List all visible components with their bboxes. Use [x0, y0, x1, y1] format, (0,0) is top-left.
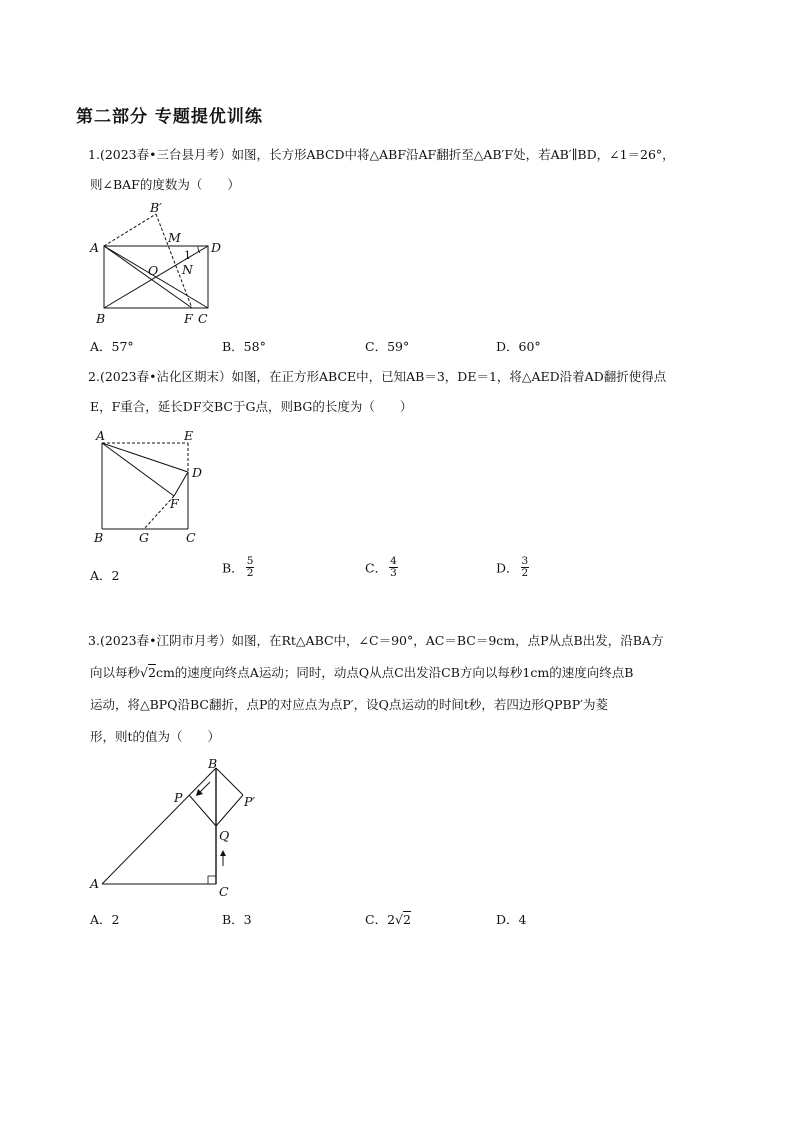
- q3-line-p-prime-q: [216, 795, 243, 826]
- q1-dash-ab-prime: [104, 214, 156, 246]
- q2-option-c-den: 3: [390, 567, 397, 579]
- q3-label-c: C: [219, 884, 229, 899]
- q2-option-b: [222, 556, 254, 579]
- q1-label-b: B: [96, 311, 106, 326]
- q3-arrow-q-head: [220, 850, 226, 856]
- q2-option-a: A．2: [90, 568, 120, 583]
- q3-label-b: B: [208, 756, 218, 771]
- q1-label-b-prime: B′: [150, 200, 163, 215]
- q3-text-line3: 运动，将△BPQ沿BC翻折，点P的对应点为点P′，设Q点运动的时间t秒，若四边形QPBP′为菱: [90, 697, 608, 712]
- q1-label-d: D: [211, 240, 222, 255]
- q3-option-c-sqrt-sign: √: [395, 912, 403, 927]
- q3-line-bp-prime: [216, 768, 243, 795]
- q2-option-b-num: 5: [246, 555, 254, 567]
- q2-line-ad: [102, 443, 188, 472]
- q2-option-c-fraction: [389, 556, 398, 579]
- q2-label-f: F: [170, 496, 179, 511]
- q3-line2-prefix: 向以每秒: [90, 665, 141, 680]
- q2-option-b-den: 2: [246, 567, 254, 579]
- q2-option-d-prefix: D．: [496, 560, 519, 576]
- q2-label-b: B: [94, 530, 104, 545]
- q1-label-m: M: [168, 230, 181, 245]
- q1-option-b: B．58°: [222, 339, 266, 354]
- q2-label-c: C: [186, 530, 196, 545]
- q1-label-c: C: [198, 311, 208, 326]
- q2-option-c-prefix: C．: [365, 560, 388, 576]
- q2-option-b-prefix: B．: [222, 560, 244, 576]
- q2-option-d-num: 3: [521, 555, 529, 567]
- q1-option-d: D．60°: [496, 339, 541, 354]
- q3-side-ab: [102, 768, 216, 884]
- q2-line-af: [102, 443, 174, 496]
- q1-text-line2: 则∠BAF的度数为（ ）: [90, 177, 240, 192]
- q1-line1: [88, 146, 728, 164]
- q3-option-c-prefix: C．2: [365, 912, 396, 927]
- q1-label-a: A: [90, 240, 100, 255]
- q1-number: 1.: [88, 147, 100, 162]
- q2-label-a: A: [96, 428, 106, 443]
- q2-label-e: E: [184, 428, 194, 443]
- q3-option-d: D．4: [496, 912, 527, 927]
- q3-number: 3.: [88, 633, 100, 648]
- q2-text-line1: (2023春•沾化区期末）如图，在正方形ABCE中，已知AB＝3，DE＝1，将△AED沿着AD翻折使得点: [99, 369, 667, 384]
- q3-label-p-prime: P′: [244, 794, 256, 809]
- q3-figure: [86, 754, 276, 899]
- q1-text-line1: (2023春•三台县月考）如图，长方形ABCD中将△ABF沿AF翻折至△AB′F处，若AB′∥BD，∠1＝26°，: [99, 147, 675, 162]
- q1-label-f: F: [184, 311, 193, 326]
- q2-option-d: [496, 556, 529, 579]
- section-title: 第二部分 专题提优训练: [76, 107, 263, 127]
- q2-option-c: [365, 556, 398, 579]
- q3-option-c: [365, 910, 411, 928]
- q3-label-p: P: [174, 790, 183, 805]
- q2-text-line2: E，F重合，延长DF交BC于G点，则BG的长度为（ ）: [90, 399, 413, 414]
- q2-figure: [86, 426, 216, 548]
- q3-label-a: A: [90, 876, 100, 891]
- q2-option-d-fraction: [521, 556, 530, 579]
- q2-line-df: [174, 472, 188, 496]
- q1-figure: [86, 198, 236, 328]
- q2-option-c-num: 4: [390, 555, 397, 567]
- q3-label-q: Q: [219, 828, 230, 843]
- q2-label-d: D: [192, 465, 203, 480]
- q3-text-line4: 形，则t的值为（ ）: [90, 729, 221, 744]
- q2-option-d-den: 2: [521, 567, 529, 579]
- q2-label-g: G: [139, 530, 149, 545]
- q1-label-o: O: [148, 263, 159, 278]
- q3-text-line1: (2023春•江阴市月考）如图，在Rt△ABC中，∠C＝90°，AC＝BC＝9cm，点P从点B出发，沿BA方: [99, 633, 664, 648]
- q2-line1: [88, 368, 728, 386]
- q3-option-c-sqrt-value: 2: [403, 912, 411, 927]
- q2-number: 2.: [88, 369, 100, 384]
- q1-label-n: N: [182, 262, 193, 277]
- q3-line1: [88, 632, 728, 650]
- q3-line2-suffix: cm的速度向终点A运动；同时，动点Q从点C出发沿CB方向以每秒1cm的速度向终点B: [155, 665, 634, 680]
- q3-option-a: A．2: [90, 912, 120, 927]
- q3-line2-sqrt-value: 2: [147, 665, 156, 680]
- q1-label-1: 1: [184, 249, 191, 262]
- q3-option-b: B．3: [222, 912, 252, 927]
- q2-option-b-fraction: [246, 556, 255, 579]
- q3-right-angle-mark: [208, 876, 216, 884]
- q3-text-line2: [90, 664, 730, 682]
- q1-option-a: A．57°: [90, 339, 134, 354]
- q3-line-pq: [189, 795, 216, 826]
- q1-option-c: C．59°: [365, 339, 410, 354]
- q3-line2-sqrt-sign: √: [140, 665, 148, 680]
